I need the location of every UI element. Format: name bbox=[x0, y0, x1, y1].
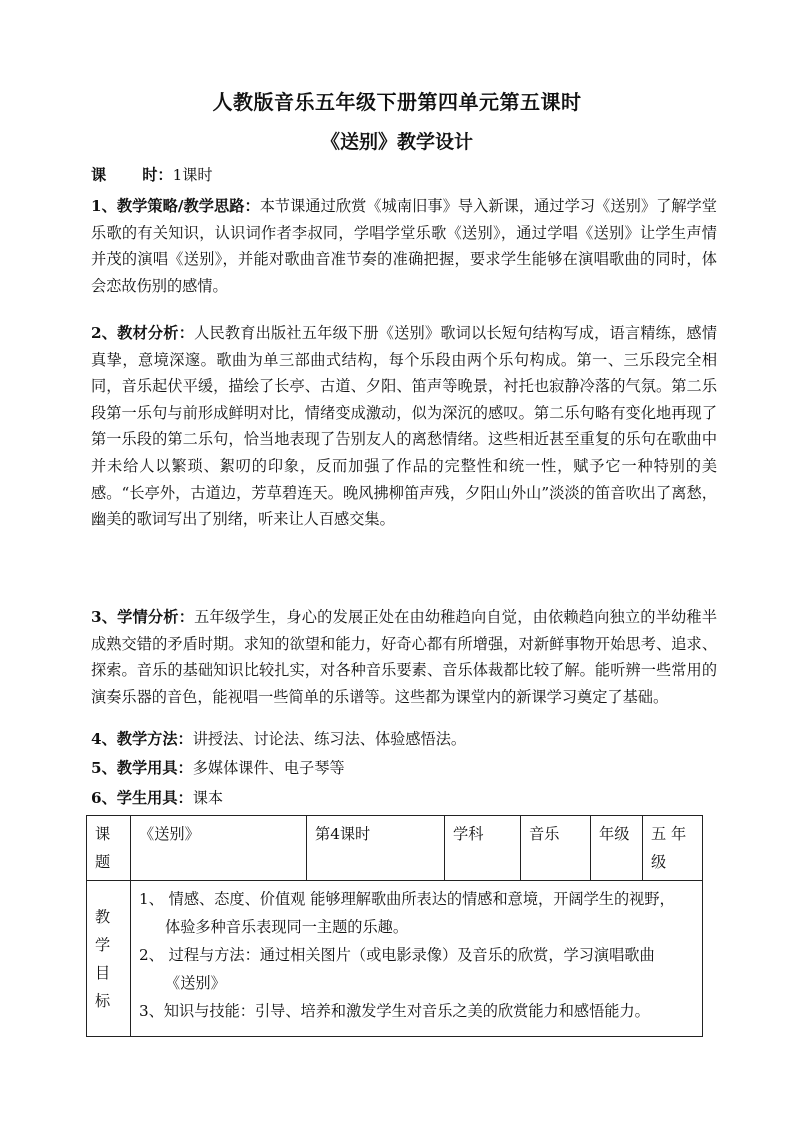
goal-line: 体验多种音乐表现同一主题的乐趣。 bbox=[165, 918, 408, 936]
lesson-period-label-b: 时： bbox=[142, 166, 173, 184]
section-strategy bbox=[91, 193, 717, 299]
section-teaching-method bbox=[91, 726, 717, 753]
lesson-table bbox=[86, 815, 703, 1037]
cell-course-value: 音乐 bbox=[521, 816, 591, 881]
cell-lesson-number: 第4课时 bbox=[307, 816, 445, 881]
section-text: 讲授法、讨论法、练习法、体验感悟法。 bbox=[192, 730, 467, 748]
section-text: 多媒体课件、电子琴等 bbox=[192, 759, 345, 777]
cell-course-label: 学科 bbox=[445, 816, 521, 881]
cell-goals-content bbox=[131, 881, 703, 1037]
cell-subject-title-value: 《送别》 bbox=[131, 816, 307, 881]
section-text: 本节课通过欣赏《城南旧事》导入新课，通过学习《送别》了解学堂乐歌的有关知识，认识词作者李叔同，学唱学堂乐歌《送别》，通过学唱《送别》让学生声情并茂的演唱《送别》，并能对歌曲音准节奏的准确把握，要求学生能够在演唱歌曲的同时，体会恋故伤别的感情。 bbox=[91, 197, 717, 295]
cell-grade-label: 年级 bbox=[591, 816, 643, 881]
goal-line: 3、知识与技能：引导、培养和激发学生对音乐之美的欣赏能力和感悟能力。 bbox=[139, 1002, 650, 1020]
section-text: 课本 bbox=[192, 789, 224, 807]
section-student-tools bbox=[91, 785, 717, 812]
cell-grade-value: 五 年级 bbox=[643, 816, 703, 881]
section-label: 2、教材分析： bbox=[91, 324, 195, 342]
lesson-period-value: 1课时 bbox=[172, 166, 213, 184]
section-label: 1、教学策略/教学思路： bbox=[91, 197, 260, 215]
section-material-analysis bbox=[91, 320, 717, 533]
document-title: 人教版音乐五年级下册第四单元第五课时 bbox=[212, 90, 582, 114]
table-header-row bbox=[87, 816, 703, 881]
goal-line: 《送别》 bbox=[165, 974, 226, 992]
section-label: 4、教学方法： bbox=[91, 730, 193, 748]
section-label: 3、学情分析： bbox=[91, 608, 195, 626]
cell-subject-title-label: 课题 bbox=[87, 816, 131, 881]
lesson-period-line bbox=[91, 164, 213, 185]
goal-line: 2、 过程与方法：通过相关图片（或电影录像）及音乐的欣赏，学习演唱歌曲 bbox=[139, 946, 655, 964]
section-label: 6、学生用具： bbox=[91, 789, 193, 807]
cell-goals-label: 教学目标 bbox=[87, 881, 131, 1037]
section-student-analysis bbox=[91, 604, 717, 710]
section-text: 人民教育出版社五年级下册《送别》歌词以长短句结构写成，语言精练，感情真挚，意境深邃。歌曲为单三部曲式结构，每个乐段由两个乐句构成。第一、三乐段完全相同，音乐起伏平缓，描绘了长亭、古道、夕阳、笛声等晚景，衬托也寂静冷落的气氛。第二乐段第一乐句与前形成鲜明对比，情绪变成激动，似为深沉的感叹。第二乐句略有变化地再现了第一乐段的第二乐句，恰当地表现了告别友人的离愁情绪。这些相近甚至重复的乐句在歌曲中并未给人以繁琐、絮叨的印象，反而加强了作品的完整性和统一性，赋予它一种特别的美感。“长亭外，古道边，芳草碧连天。晚风拂柳笛声残，夕阳山外山”淡淡的笛音吹出了离愁，幽美的歌词写出了别绪，听来让人百感交集。 bbox=[91, 324, 718, 529]
section-label: 5、教学用具： bbox=[91, 759, 193, 777]
document-subtitle: 《送别》教学设计 bbox=[320, 131, 473, 153]
section-text: 五年级学生，身心的发展正处在由幼稚趋向自觉，由依赖趋向独立的半幼稚半成熟交错的矛盾时期。求知的欲望和能力，好奇心都有所增强，对新鲜事物开始思考、追求、探索。音乐的基础知识比较扎实，对各种音乐要素、音乐体裁都比较了解。能听辨一些常用的演奏乐器的音色，能视唱一些简单的乐谱等。这些都为课堂内的新课学习奠定了基础。 bbox=[91, 608, 718, 706]
lesson-period-label-a: 课 bbox=[91, 166, 107, 184]
goal-line: 1、 情感、态度、价值观 能够理解歌曲所表达的情感和意境，开阔学生的视野， bbox=[139, 890, 675, 908]
table-goals-row bbox=[87, 881, 703, 1037]
section-teaching-tools bbox=[91, 755, 717, 782]
